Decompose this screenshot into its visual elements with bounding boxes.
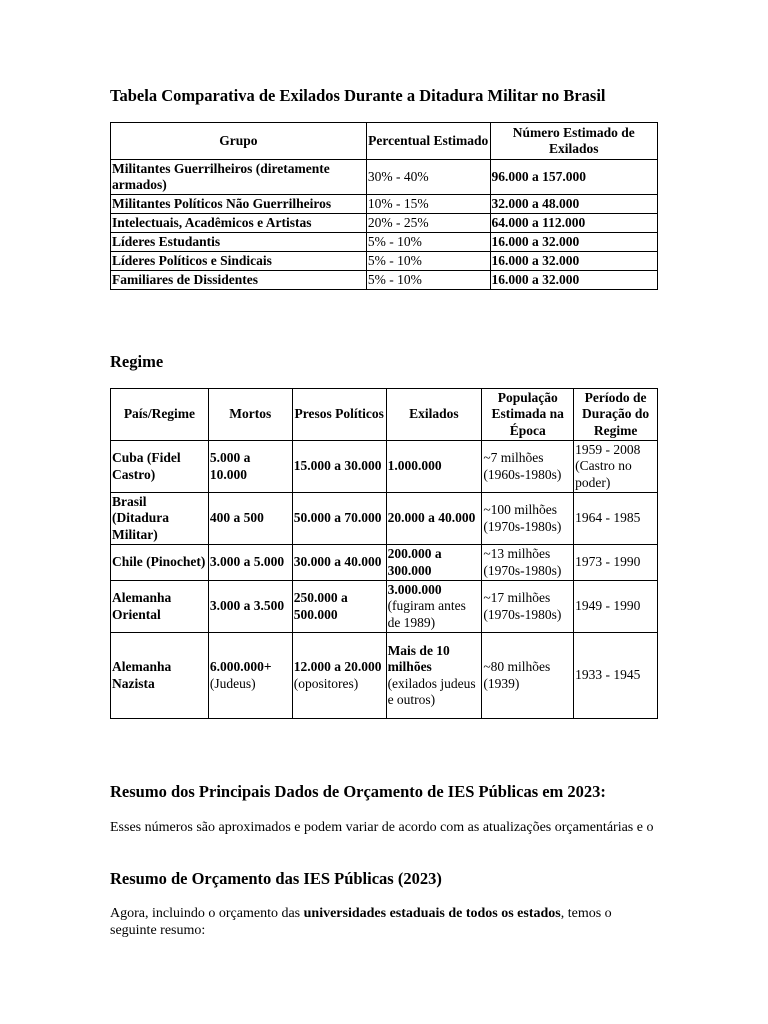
table-row bbox=[111, 581, 658, 633]
cell-pais: Chile (Pinochet) bbox=[111, 545, 209, 581]
paragraph-bold-text: universidades estaduais de todos os estados bbox=[303, 906, 561, 921]
cell-presos: 15.000 a 30.000 bbox=[292, 441, 386, 493]
header-mortos: Mortos bbox=[208, 389, 292, 441]
table-row bbox=[111, 160, 658, 195]
header-grupo: Grupo bbox=[111, 123, 367, 160]
section1-title: Tabela Comparativa de Exilados Durante a Ditadura Militar no Brasil bbox=[110, 86, 606, 105]
table-row bbox=[111, 271, 658, 290]
mortos-value: 6.000.000+ bbox=[209, 659, 272, 674]
paragraph-text: Agora, incluindo o orçamento das bbox=[110, 906, 304, 921]
table-row bbox=[111, 195, 658, 214]
header-exilados: Exilados bbox=[386, 389, 482, 441]
cell-populacao: ~13 milhões (1970s-1980s) bbox=[482, 545, 574, 581]
cell-exilados: 20.000 a 40.000 bbox=[386, 493, 482, 545]
section3-paragraph: Esses números são aproximados e podem variar de acordo com as atualizações orçamentárias e o bbox=[110, 820, 654, 835]
table-row bbox=[111, 493, 658, 545]
cell-grupo: Líderes Estudantis bbox=[111, 233, 367, 252]
cell-presos bbox=[292, 633, 386, 719]
cell-periodo: 1973 - 1990 bbox=[574, 545, 658, 581]
table-row bbox=[111, 441, 658, 493]
section2-title: Regime bbox=[110, 352, 164, 371]
cell-populacao: ~7 milhões (1960s-1980s) bbox=[482, 441, 574, 493]
cell-pais: Alemanha Nazista bbox=[111, 633, 209, 719]
header-presos: Presos Políticos bbox=[292, 389, 386, 441]
cell-grupo: Intelectuais, Acadêmicos e Artistas bbox=[111, 214, 367, 233]
table-row bbox=[111, 545, 658, 581]
regimes-comparison-table bbox=[110, 388, 658, 719]
paragraph-text-end: , temos o seguinte resumo: bbox=[110, 906, 612, 938]
exilados-value: Mais de 10 milhões bbox=[387, 642, 450, 674]
cell-exilados: 200.000 a 300.000 bbox=[386, 545, 482, 581]
presos-note: (opositores) bbox=[293, 675, 359, 691]
cell-exilados bbox=[386, 633, 482, 719]
section4-paragraph bbox=[110, 905, 658, 939]
cell-mortos: 3.000 a 3.500 bbox=[208, 581, 292, 633]
cell-periodo: 1933 - 1945 bbox=[574, 633, 658, 719]
section3-title: Resumo dos Principais Dados de Orçamento de IES Públicas em 2023: bbox=[110, 782, 606, 801]
mortos-note: (Judeus) bbox=[209, 675, 256, 691]
cell-percentual: 30% - 40% bbox=[366, 160, 490, 195]
cell-numero: 96.000 a 157.000 bbox=[490, 160, 657, 195]
cell-numero: 16.000 a 32.000 bbox=[490, 271, 657, 290]
cell-populacao: ~100 milhões (1970s-1980s) bbox=[482, 493, 574, 545]
exilados-value: 3.000.000 bbox=[387, 581, 442, 597]
cell-mortos bbox=[208, 633, 292, 719]
cell-percentual: 5% - 10% bbox=[366, 252, 490, 271]
cell-grupo: Líderes Políticos e Sindicais bbox=[111, 252, 367, 271]
cell-percentual: 10% - 15% bbox=[366, 195, 490, 214]
cell-exilados bbox=[386, 581, 482, 633]
cell-periodo: 1959 - 2008 (Castro no poder) bbox=[574, 441, 658, 493]
cell-numero: 16.000 a 32.000 bbox=[490, 252, 657, 271]
exilados-note: (exilados judeus e outros) bbox=[387, 675, 476, 707]
cell-grupo: Militantes Guerrilheiros (diretamente armados) bbox=[111, 160, 367, 195]
cell-periodo: 1949 - 1990 bbox=[574, 581, 658, 633]
cell-exilados: 1.000.000 bbox=[386, 441, 482, 493]
cell-mortos: 400 a 500 bbox=[208, 493, 292, 545]
cell-mortos: 5.000 a 10.000 bbox=[208, 441, 292, 493]
presos-value: 12.000 a 20.000 bbox=[293, 659, 382, 674]
cell-presos: 250.000 a 500.000 bbox=[292, 581, 386, 633]
table-row bbox=[111, 214, 658, 233]
cell-populacao: ~80 milhões (1939) bbox=[482, 633, 574, 719]
cell-pais: Cuba (Fidel Castro) bbox=[111, 441, 209, 493]
header-pais: País/Regime bbox=[111, 389, 209, 441]
cell-periodo: 1964 - 1985 bbox=[574, 493, 658, 545]
cell-numero: 32.000 a 48.000 bbox=[490, 195, 657, 214]
cell-presos: 50.000 a 70.000 bbox=[292, 493, 386, 545]
header-populacao: População Estimada na Época bbox=[482, 389, 574, 441]
cell-numero: 16.000 a 32.000 bbox=[490, 233, 657, 252]
table-row bbox=[111, 233, 658, 252]
cell-percentual: 20% - 25% bbox=[366, 214, 490, 233]
section4-title: Resumo de Orçamento das IES Públicas (2023) bbox=[110, 869, 442, 888]
table-row bbox=[111, 252, 658, 271]
cell-grupo: Militantes Políticos Não Guerrilheiros bbox=[111, 195, 367, 214]
cell-mortos: 3.000 a 5.000 bbox=[208, 545, 292, 581]
cell-numero: 64.000 a 112.000 bbox=[490, 214, 657, 233]
cell-pais: Alemanha Oriental bbox=[111, 581, 209, 633]
cell-pais: Brasil (Ditadura Militar) bbox=[111, 493, 209, 545]
exilados-note: (fugiram antes de 1989) bbox=[387, 598, 466, 630]
cell-percentual: 5% - 10% bbox=[366, 271, 490, 290]
cell-presos: 30.000 a 40.000 bbox=[292, 545, 386, 581]
header-periodo: Período de Duração do Regime bbox=[574, 389, 658, 441]
header-numero: Número Estimado de Exilados bbox=[490, 123, 657, 160]
cell-grupo: Familiares de Dissidentes bbox=[111, 271, 367, 290]
cell-percentual: 5% - 10% bbox=[366, 233, 490, 252]
table-row bbox=[111, 633, 658, 719]
header-percentual: Percentual Estimado bbox=[366, 123, 490, 160]
exiles-comparison-table bbox=[110, 122, 658, 290]
cell-populacao: ~17 milhões (1970s-1980s) bbox=[482, 581, 574, 633]
